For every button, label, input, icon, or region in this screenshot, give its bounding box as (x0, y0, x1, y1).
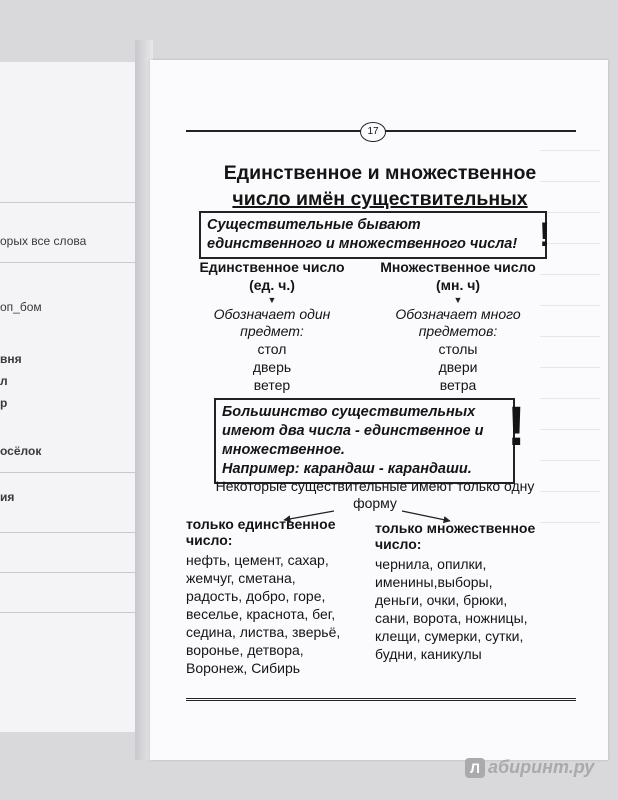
plural-desc: предметов: (418, 323, 498, 339)
singular-example: дверь (252, 359, 292, 375)
right-page (150, 60, 608, 760)
plural-example: двери (438, 359, 478, 375)
only-plural-line: будни, каникулы (375, 646, 482, 662)
singular-desc: предмет: (240, 323, 304, 339)
only-plural-line: деньги, очки, брюки, (375, 592, 508, 608)
only-plural-heading (375, 520, 575, 552)
only-singular-heading (186, 516, 376, 548)
exclamation-icon: ! (539, 216, 551, 254)
only-singular-heading-line: только единственное (186, 516, 336, 532)
plural-example: столы (438, 341, 478, 357)
only-singular-heading-line: число: (186, 532, 233, 548)
majority-line: множественное. (222, 442, 345, 458)
left-page-fragment: осёлок (0, 444, 42, 458)
title-line: число имён существительных (232, 188, 528, 210)
only-plural-line: клещи, сумерки, сутки, (375, 628, 524, 644)
left-page-rule (0, 202, 135, 203)
left-page-rule (0, 572, 135, 573)
plural-desc: Обозначает много (395, 306, 521, 322)
plural-abbr: (мн. ч) (435, 277, 481, 293)
only-singular-column (186, 516, 376, 677)
watermark-text: абиринт.ру (488, 757, 595, 777)
majority-line: Например: карандаш - карандаши. (222, 461, 472, 477)
majority-line: Большинство существительных (222, 404, 476, 420)
left-page-fragment: р (0, 396, 8, 410)
watermark (465, 757, 594, 778)
rule-box-line: Существительные бывают (207, 217, 421, 233)
left-page-fragment: орых все слова (0, 234, 87, 248)
singular-desc: Обозначает один (213, 306, 331, 322)
only-singular-line: веселье, краснота, бег, (186, 606, 336, 622)
singular-example: ветер (253, 377, 291, 393)
only-plural-column (375, 520, 575, 663)
only-plural-heading-line: число: (375, 536, 422, 552)
note-line: Некоторые существительные имеют только одну (215, 478, 535, 494)
arrow-down-icon: ▼ (267, 295, 277, 305)
footer-rule (186, 698, 576, 705)
only-singular-line: воронье, детвора, (186, 642, 304, 658)
labirint-logo-icon: Л (465, 758, 485, 778)
title-line: Единственное и множественное (223, 162, 537, 184)
note-line: форму (353, 495, 397, 511)
singular-abbr: (ед. ч.) (249, 277, 295, 293)
only-plural-line: сани, ворота, ножницы, (375, 610, 528, 626)
only-singular-line: седина, листва, зверьё, (186, 624, 341, 640)
left-page-rule (0, 532, 135, 533)
arrow-down-icon: ▼ (453, 295, 463, 305)
only-singular-line: нефть, цемент, сахар, (186, 552, 329, 568)
singular-heading: Единственное число (199, 259, 345, 275)
plural-heading: Множественное число (380, 259, 536, 275)
left-page-fragment: вня (0, 352, 22, 366)
singular-example: стол (257, 341, 287, 357)
plural-example: ветра (439, 377, 477, 393)
only-plural-heading-line: только множественное (375, 520, 536, 536)
left-page-fragment: оп_бом (0, 300, 42, 314)
page-number: 17 (360, 122, 386, 142)
only-plural-line: чернила, опилки, (375, 556, 487, 572)
rule-box-line: единственного и множественного числа! (207, 236, 518, 252)
only-singular-line: радость, добро, горе, (186, 588, 326, 604)
left-page (0, 62, 136, 732)
exclamation-icon: ! (507, 394, 526, 457)
left-page-fragment: ия (0, 490, 15, 504)
majority-line: имеют два числа - единственное и (222, 423, 484, 439)
only-singular-line: Воронеж, Сибирь (186, 660, 301, 676)
only-plural-line: именины,выборы, (375, 574, 493, 590)
left-page-rule (0, 262, 135, 263)
left-page-rule (0, 612, 135, 613)
only-singular-line: жемчуг, сметана, (186, 570, 296, 586)
left-page-fragment: л (0, 374, 8, 388)
left-page-rule (0, 472, 135, 473)
